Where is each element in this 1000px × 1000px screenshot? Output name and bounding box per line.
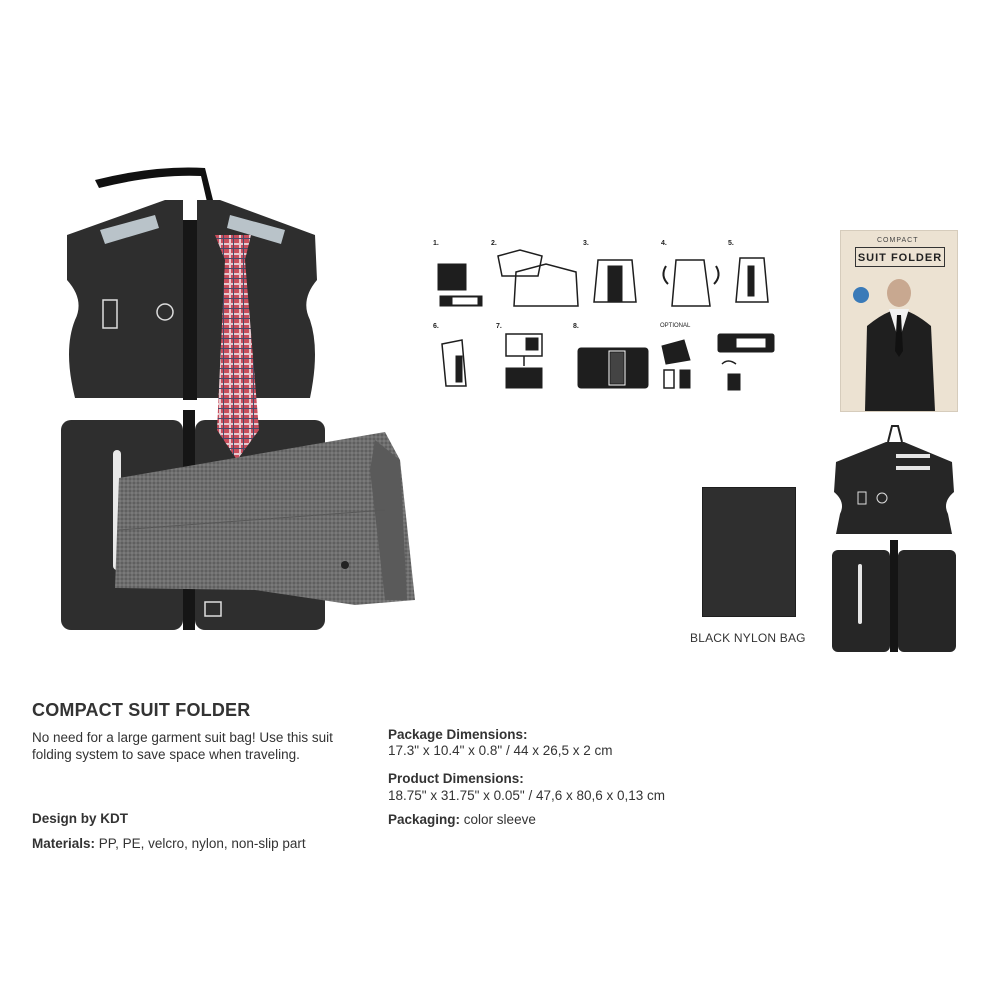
product-dimensions-label: Product Dimensions: [388,771,524,786]
step-number: 1. [433,240,439,247]
step-number: 6. [433,323,439,330]
package-dimensions-value: 17.3" x 10.4" x 0.8" / 44 x 26,5 x 2 cm [388,743,613,758]
step-number: 4. [661,240,667,247]
folder-photo-small [828,422,960,656]
package-suit-model [845,271,953,411]
product-description: No need for a large garment suit bag! Use this suit folding system to save space when traveling. [32,730,333,762]
main-product-photo [55,160,435,650]
materials-value: PP, PE, velcro, nylon, non-slip part [98,836,306,851]
package-title-box [855,247,945,267]
instructions-panel [428,236,778,396]
instruction-diagrams [428,236,778,396]
step-number: 7. [496,323,502,330]
packaging-line [388,812,536,827]
design-credit: Design by KDT [32,811,129,826]
package-sleeve [840,230,958,412]
package-small-title: COMPACT [877,237,919,244]
materials-line [32,836,306,851]
step-number: 2. [491,240,497,247]
packaging-value: color sleeve [463,812,536,827]
step-number: 3. [583,240,589,247]
package-big-title: SUIT FOLDER [857,252,943,264]
packaging-label: Packaging: [388,812,461,827]
step-number: 5. [728,240,734,247]
product-title: COMPACT SUIT FOLDER [32,700,251,720]
bag-caption: BLACK NYLON BAG [690,631,806,645]
optional-label: OPTIONAL [660,323,691,329]
step-number: 8. [573,323,579,330]
materials-label: Materials: [32,836,96,851]
product-dimensions-value: 18.75" x 31.75" x 0.05" / 47,6 x 80,6 x 0,13 cm [388,788,666,803]
package-dimensions-label: Package Dimensions: [388,727,528,742]
nylon-bag [702,487,796,617]
